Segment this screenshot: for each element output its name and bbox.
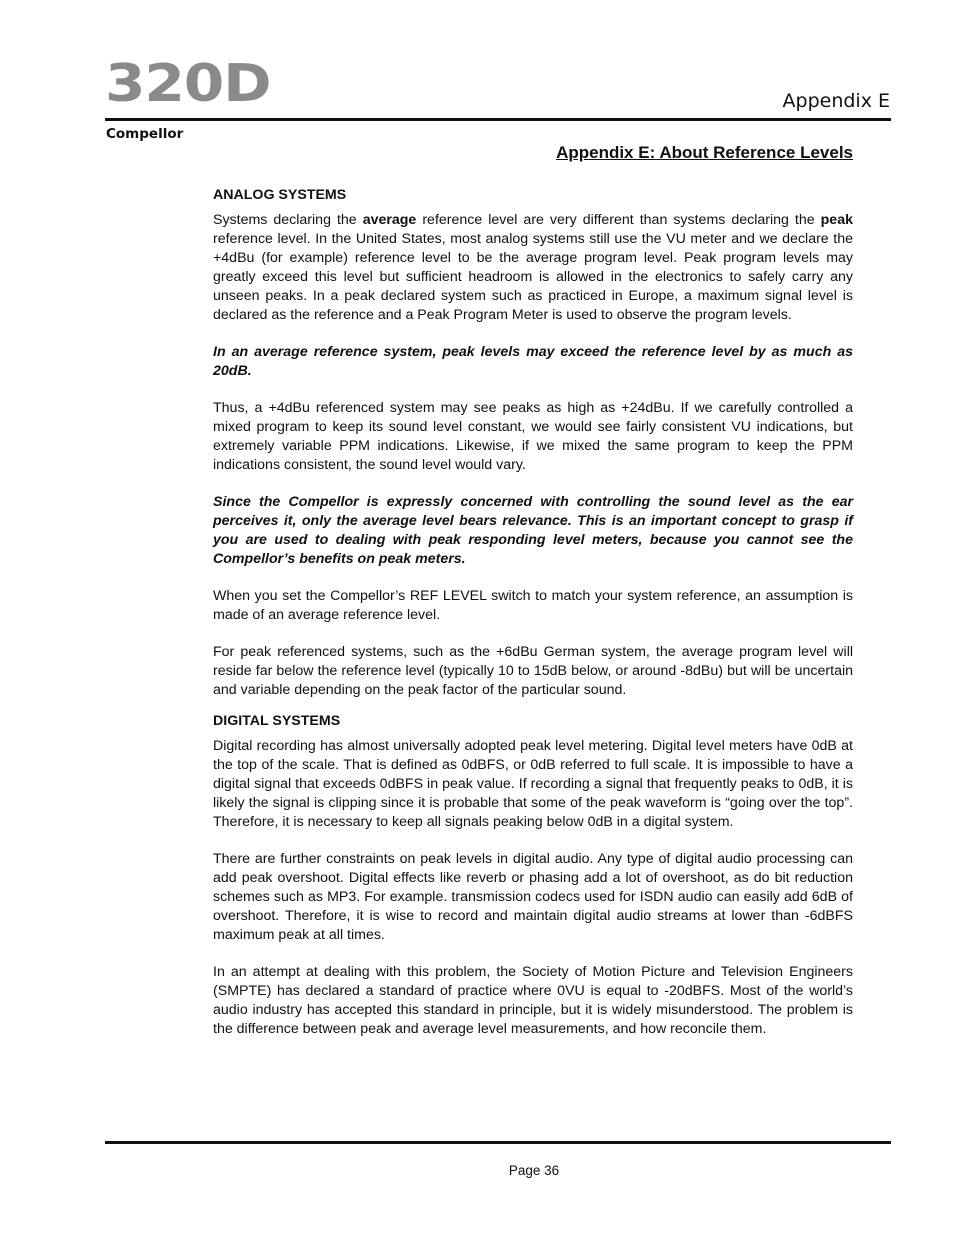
page-title: Appendix E: About Reference Levels <box>556 143 853 162</box>
digital-paragraph-2: There are further constraints on peak levels in digital audio. Any type of digital audio processing can add peak overshoot. Digital effects like reverb or phasing add a lot of overshoot, as do bit reduction schemes such as MP3. For example. transmission codecs used for ISDN audio can easily add 6dB of overshoot. Therefore, it is wise to record and maintain digital audio streams at lower than -6dBFS maximum peak at all times. <box>213 851 853 943</box>
brand-name: Compellor <box>106 126 184 142</box>
header-divider <box>105 118 891 121</box>
bold-term-average: average <box>362 212 417 228</box>
analog-emphasis-2: Since the Compellor is expressly concerned with controlling the sound level as the ear perceives it, only the average level bears relevance. This is an important concept to grasp if you are used to dealing with peak responding level meters, because you cannot see the Compellor’s benefits on peak meters. <box>213 494 853 567</box>
section-tag: Appendix E <box>782 90 890 112</box>
analog-heading: ANALOG SYSTEMS <box>213 187 347 203</box>
analog-paragraph-5: When you set the Compellor’s REF LEVEL switch to match your system reference, an assumption is made of an average reference level. <box>213 588 853 623</box>
analog-emphasis-1: In an average reference system, peak levels may exceed the reference level by as much as 20dB. <box>213 344 853 379</box>
document-body <box>213 186 853 1057</box>
digital-paragraph-3: In an attempt at dealing with this problem, the Society of Motion Picture and Television Engineers (SMPTE) has declared a standard of practice where 0VU is equal to -20dBFS. Most of the world’s audio industry has accepted this standard in principle, but it is widely misunderstood. The problem is the difference between peak and average level measurements, and how reconcile them. <box>213 964 853 1037</box>
text-run: reference level are very different than systems declaring the <box>416 212 821 228</box>
bold-term-peak: peak <box>820 212 853 228</box>
product-logo: 320D <box>105 54 271 114</box>
analog-paragraph-6: For peak referenced systems, such as the +6dBu German system, the average program level will reside far below the reference level (typically 10 to 15dB below, or around -8dBu) but will be uncertain and variable depending on the peak factor of the particular sound. <box>213 644 853 698</box>
footer-divider <box>105 1141 891 1144</box>
page-number: Page 36 <box>508 1163 560 1178</box>
text-run: Systems declaring the <box>213 212 363 228</box>
text-run: reference level. In the United States, most analog systems still use the VU meter and we declare the +4dBu (for example) reference level to be the average program level. Peak program levels may greatly exceed this level but sufficient headroom is allowed in the electronics to safely carry any unseen peaks. In a peak declared system such as practiced in Europe, a maximum signal level is declared as the reference and a Peak Program Meter is used to observe the program levels. <box>213 231 853 323</box>
digital-heading: DIGITAL SYSTEMS <box>213 713 341 729</box>
analog-paragraph-3: Thus, a +4dBu referenced system may see peaks as high as +24dBu. If we carefully controlled a mixed program to keep its sound level constant, we would see fairly consistent VU indications, but extremely variable PPM indications. Likewise, if we mixed the same program to keep the PPM indications consistent, the sound level would vary. <box>213 400 853 473</box>
digital-paragraph-1: Digital recording has almost universally adopted peak level metering. Digital level meters have 0dB at the top of the scale. That is defined as 0dBFS, or 0dB referred to full scale. It is impossible to have a digital signal that exceeds 0dBFS in peak value. If recording a signal that frequently peaks to 0dB, it is likely the signal is clipping since it is probable that some of the peak waveform is “going over the top”. Therefore, it is necessary to keep all signals peaking below 0dB in a digital system. <box>213 738 853 830</box>
analog-paragraph-1 <box>213 211 853 325</box>
